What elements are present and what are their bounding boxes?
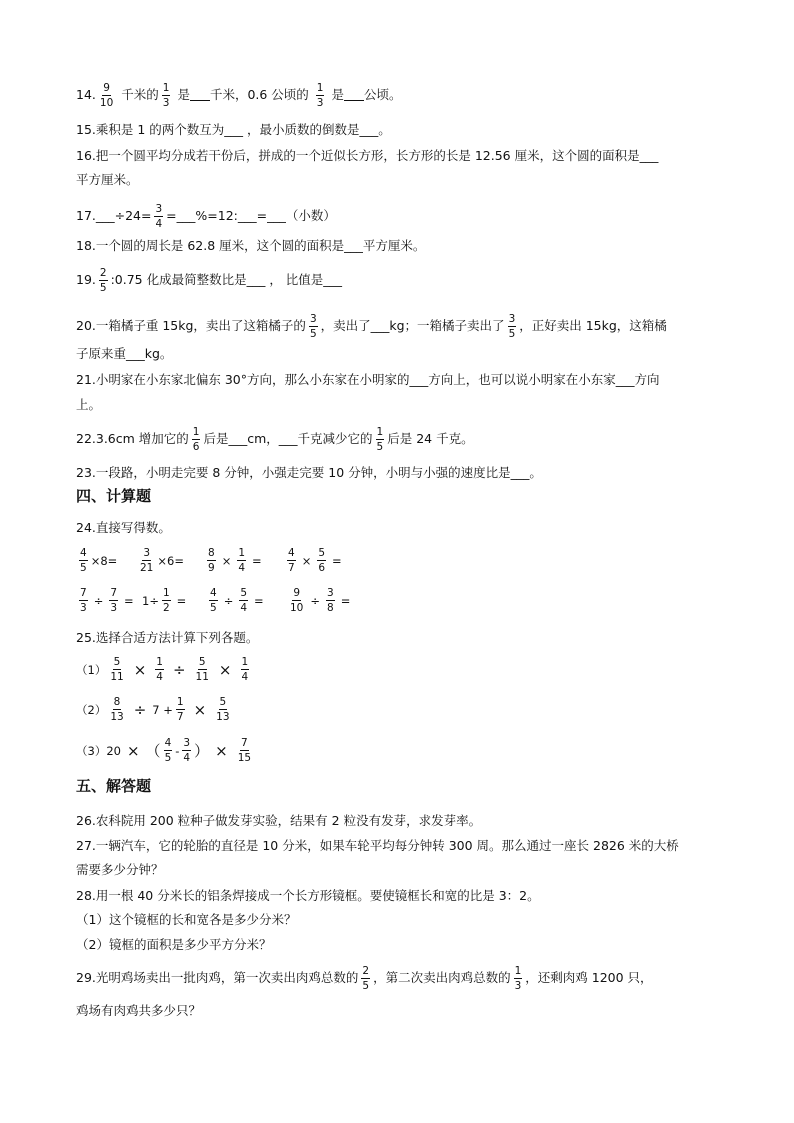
q25-item-1: （1） $\frac{5}{11}$ × $\frac{1}{4}$ ÷ $\frac{5}{11}$ × $\frac{1}{4}$ [76,656,249,683]
q14-text: 公顷。 [363,87,402,102]
question-20-line-1: 20.一箱橘子重 15kg，卖出了这箱橘子的 $\frac{3}{5}$ ，卖出了___kg；一箱橘子卖出了 $\frac{3}{5}$ ，正好卖出 15kg，这箱橘 [76,313,667,340]
section-heading-5: 五、解答题 [76,777,152,795]
calc-item: $\frac{4}{5}$ ×8= [80,547,118,574]
question-16-line-2: 平方厘米。 [76,172,139,187]
calc-row-2 [76,587,716,621]
section-heading-4: 四、计算题 [76,487,152,505]
question-28: 28.用一根 40 分米长的铝条焊接成一个长方形镜框。要使镜框长和宽的比是 3：2。 [76,888,540,903]
question-22: 22.3.6cm 增加它的 $\frac{1}{6}$ 后是___cm，___千克减少它的 $\frac{1}{5}$ 后是 24 千克。 [76,426,474,453]
calc-item: $\frac{4}{7}$ × $\frac{5}{6}$ = [288,547,342,574]
question-14 [76,82,402,109]
fraction: $\frac{1}{6}$ [192,426,200,453]
fraction: $\frac{9}{10}$ [99,82,114,109]
question-26: 26.农科院用 200 粒种子做发芽实验，结果有 2 粒没有发芽，求发芽率。 [76,813,482,828]
question-20-line-2: 子原来重___kg。 [76,346,173,361]
question-29-line-1: 29.光明鸡场卖出一批肉鸡，第一次卖出肉鸡总数的 $\frac{2}{5}$ ，第二次卖出肉鸡总数的 $\frac{1}{3}$ ，还剩肉鸡 1200 只， [76,965,653,992]
calc-item: $\frac{3}{21}$ ×6= [140,547,184,574]
calc-item: 1÷ $\frac{1}{2}$ = [142,587,187,614]
q25-item-3: （3） 20 × （ $\frac{4}{5}$ - $\frac{3}{4}$ ） × $\frac{7}{15}$ [76,737,252,764]
fraction: $\frac{1}{3}$ [162,82,170,109]
q14-text: 是 [177,87,190,102]
question-29-line-2: 鸡场有肉鸡共多少只？ [76,1003,202,1018]
question-24: 24.直接写得数。 [76,520,171,535]
q14-text: 千米，0.6 公顷的 [209,87,309,102]
question-27-line-1: 27.一辆汽车，它的轮胎的直径是 10 分米，如果车轮平均每分钟转 300 周。那么通过一座长 2826 米的大桥 [76,838,679,853]
question-19: 19. $\frac{2}{5}$ :0.75 化成最简整数比是___ ， 比值是___ [76,267,343,294]
fraction: $\frac{3}{5}$ [309,313,317,340]
question-21-line-2: 上。 [76,397,102,412]
question-28-part-2: （2）镜框的面积是多少平方分米？ [76,937,272,952]
q14-text: 千米的 [121,87,159,102]
q14-number: 14. [76,87,96,102]
fraction: $\frac{1}{3}$ [514,965,522,992]
fraction: $\frac{2}{5}$ [99,267,107,294]
question-18: 18.一个圆的周长是 62.8 厘米，这个圆的面积是___平方厘米。 [76,238,426,253]
question-27-line-2: 需要多少分钟？ [76,862,164,877]
q25-item-2: （2） $\frac{8}{13}$ ÷ 7 + $\frac{1}{7}$ × $\frac{5}{13}$ [76,696,230,723]
answer-blank[interactable] [344,88,364,101]
fraction: $\frac{2}{5}$ [362,965,370,992]
fraction: $\frac{1}{5}$ [376,426,384,453]
calc-item: $\frac{9}{10}$ ÷ $\frac{3}{8}$ = [290,587,351,614]
fraction: $\frac{3}{5}$ [508,313,516,340]
question-16-line-1: 16.把一个圆平均分成若干份后，拼成的一个近似长方形，长方形的长是 12.56 厘米，这个圆的面积是___ [76,148,659,163]
question-28-part-1: （1）这个镜框的长和宽各是多少分米？ [76,912,297,927]
question-17: 17.___÷24= $\frac{3}{4}$ =___%=12:___=___（小数） [76,203,336,230]
calc-item: $\frac{7}{3}$ ÷ $\frac{7}{3}$ = [80,587,134,614]
fraction: $\frac{1}{3}$ [316,82,324,109]
answer-blank[interactable] [190,88,210,101]
calc-item: $\frac{4}{5}$ ÷ $\frac{5}{4}$ = [210,587,264,614]
q14-text: 是 [331,87,344,102]
fraction: $\frac{3}{4}$ [155,203,163,230]
calc-row-1 [76,547,716,581]
question-23: 23.一段路，小明走完要 8 分钟，小强走完要 10 分钟，小明与小强的速度比是___。 [76,465,542,480]
question-21-line-1: 21.小明家在小东家北偏东 30°方向，那么小东家在小明家的___方向上，也可以说小明家在小东家___方向 [76,372,660,387]
calc-item: $\frac{8}{9}$ × $\frac{1}{4}$ = [208,547,262,574]
question-25: 25.选择合适方法计算下列各题。 [76,630,259,645]
question-15: 15.乘积是 1 的两个数互为___ ，最小质数的倒数是___。 [76,122,391,137]
